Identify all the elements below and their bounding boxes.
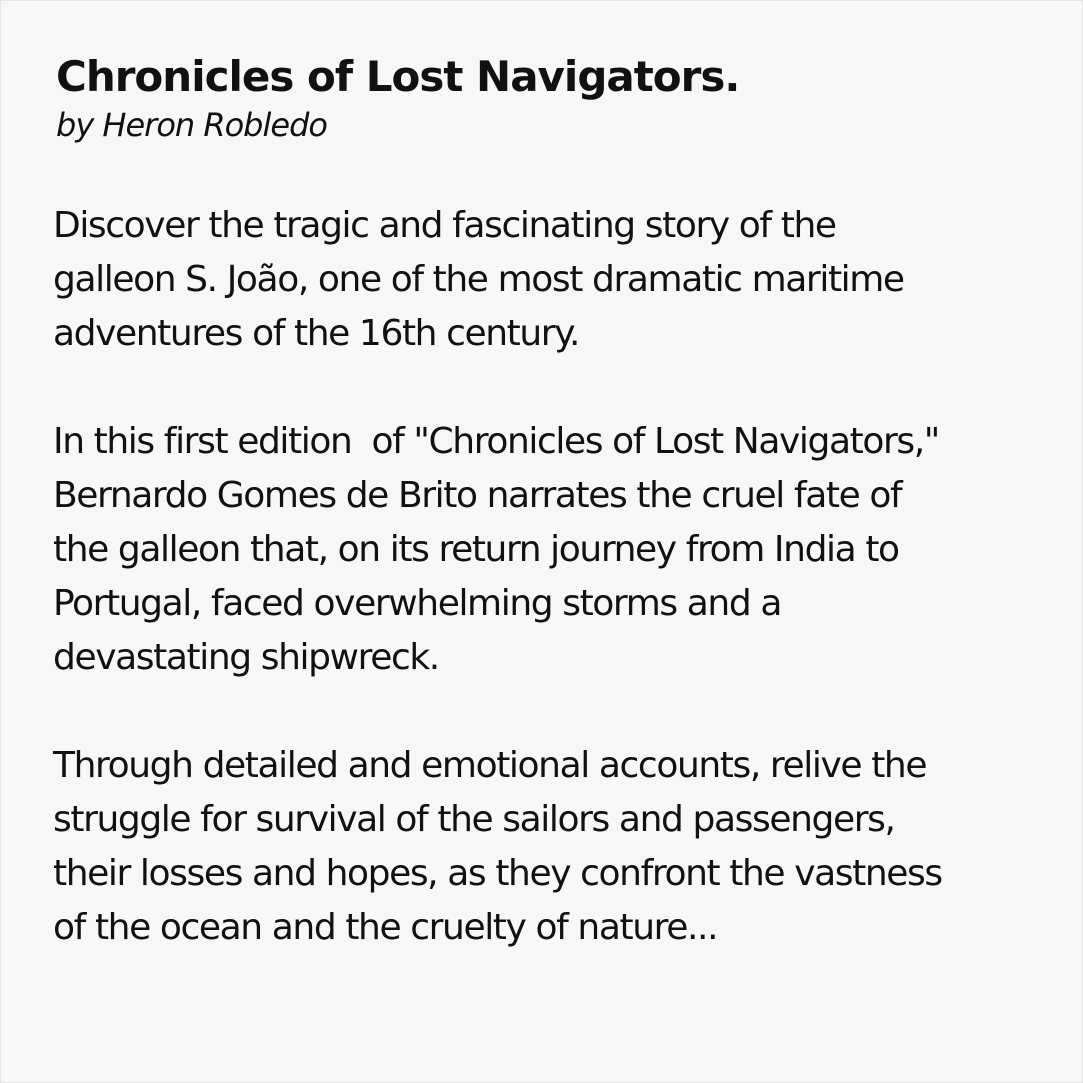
paragraph-edition [53, 415, 1063, 685]
text-line: devastating shipwreck. [53, 637, 439, 678]
author-byline: by Heron Robledo [56, 106, 327, 144]
text-line: In this first edition of "Chronicles of Lost Navigators," [53, 421, 939, 462]
paragraph-survival [53, 739, 1063, 955]
text-line: Through detailed and emotional accounts, relive the [53, 745, 927, 786]
text-line: Bernardo Gomes de Brito narrates the cruel fate of [53, 475, 902, 516]
book-title: Chronicles of Lost Navigators. [56, 52, 740, 101]
text-line: Portugal, faced overwhelming storms and a [53, 583, 781, 624]
text-line: the galleon that, on its return journey from India to [53, 529, 899, 570]
text-line: their losses and hopes, as they confront the vastness [53, 853, 942, 894]
description-body [53, 199, 1063, 1009]
text-line: galleon S. João, one of the most dramatic maritime [53, 259, 904, 300]
text-line: struggle for survival of the sailors and passengers, [53, 799, 895, 840]
text-line: Discover the tragic and fascinating story of the [53, 205, 836, 246]
text-line: of the ocean and the cruelty of nature... [53, 907, 718, 948]
text-line: adventures of the 16th century. [53, 313, 580, 354]
paragraph-intro [53, 199, 1063, 361]
